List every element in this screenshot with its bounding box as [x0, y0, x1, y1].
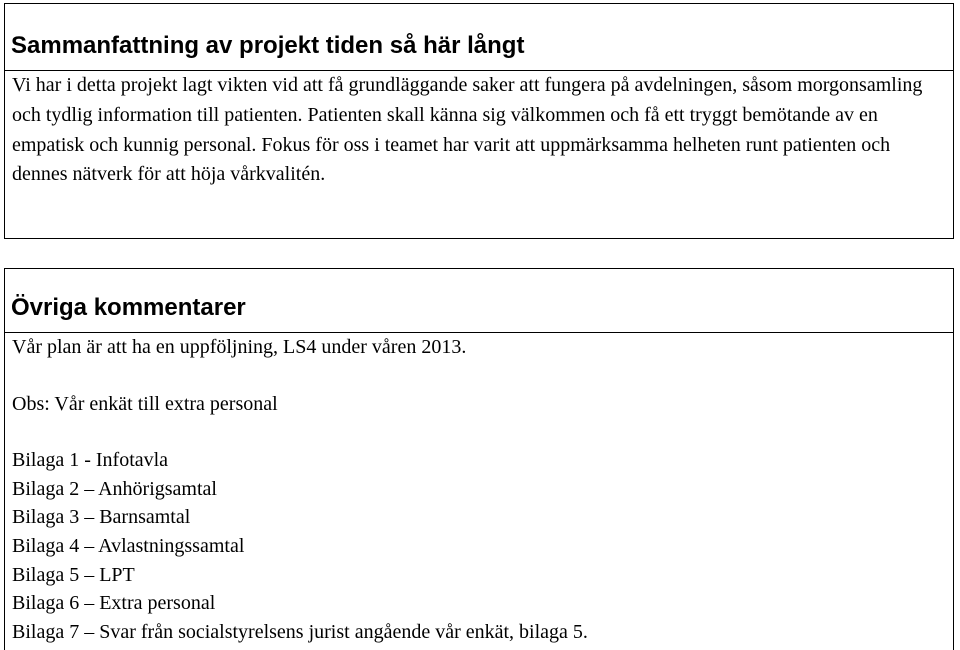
comments-body — [5, 333, 953, 646]
comments-heading: Övriga kommentarer — [5, 294, 953, 333]
comments-section — [4, 268, 954, 650]
attachment-item: Bilaga 1 - Infotavla — [12, 449, 169, 472]
plan-text: Vår plan är att ha en uppföljning, LS4 under våren 2013. — [12, 336, 467, 358]
attachment-item: Bilaga 2 – Anhörigsamtal — [12, 477, 217, 500]
summary-text: Vi har i detta projekt lagt vikten vid att få grundläggande saker att fungera på avdelningen, såsom morgonsamling och tydlig information till patienten. Patienten skall känna sig välkommen och få ett tryggt bemötande av en empatisk och kunnig personal. Fokus för oss i teamet har varit att uppmärksamma helheten runt patienten och dennes nätverk för att höja vårkvalitén. — [12, 74, 923, 186]
attachment-item: Bilaga 4 – Avlastningssamtal — [12, 534, 245, 557]
summary-heading: Sammanfattning av projekt tiden så här långt — [5, 32, 953, 71]
attachment-list — [12, 446, 953, 646]
attachment-item: Bilaga 6 – Extra personal — [12, 592, 216, 615]
attachment-item: Bilaga 5 – LPT — [12, 563, 135, 586]
attachment-item: Bilaga 3 – Barnsamtal — [12, 506, 191, 529]
attachment-item: Bilaga 7 – Svar från socialstyrelsens jurist angående vår enkät, bilaga 5. — [12, 620, 588, 643]
summary-section — [4, 3, 954, 239]
obs-text: Obs: Vår enkät till extra personal — [12, 392, 278, 415]
